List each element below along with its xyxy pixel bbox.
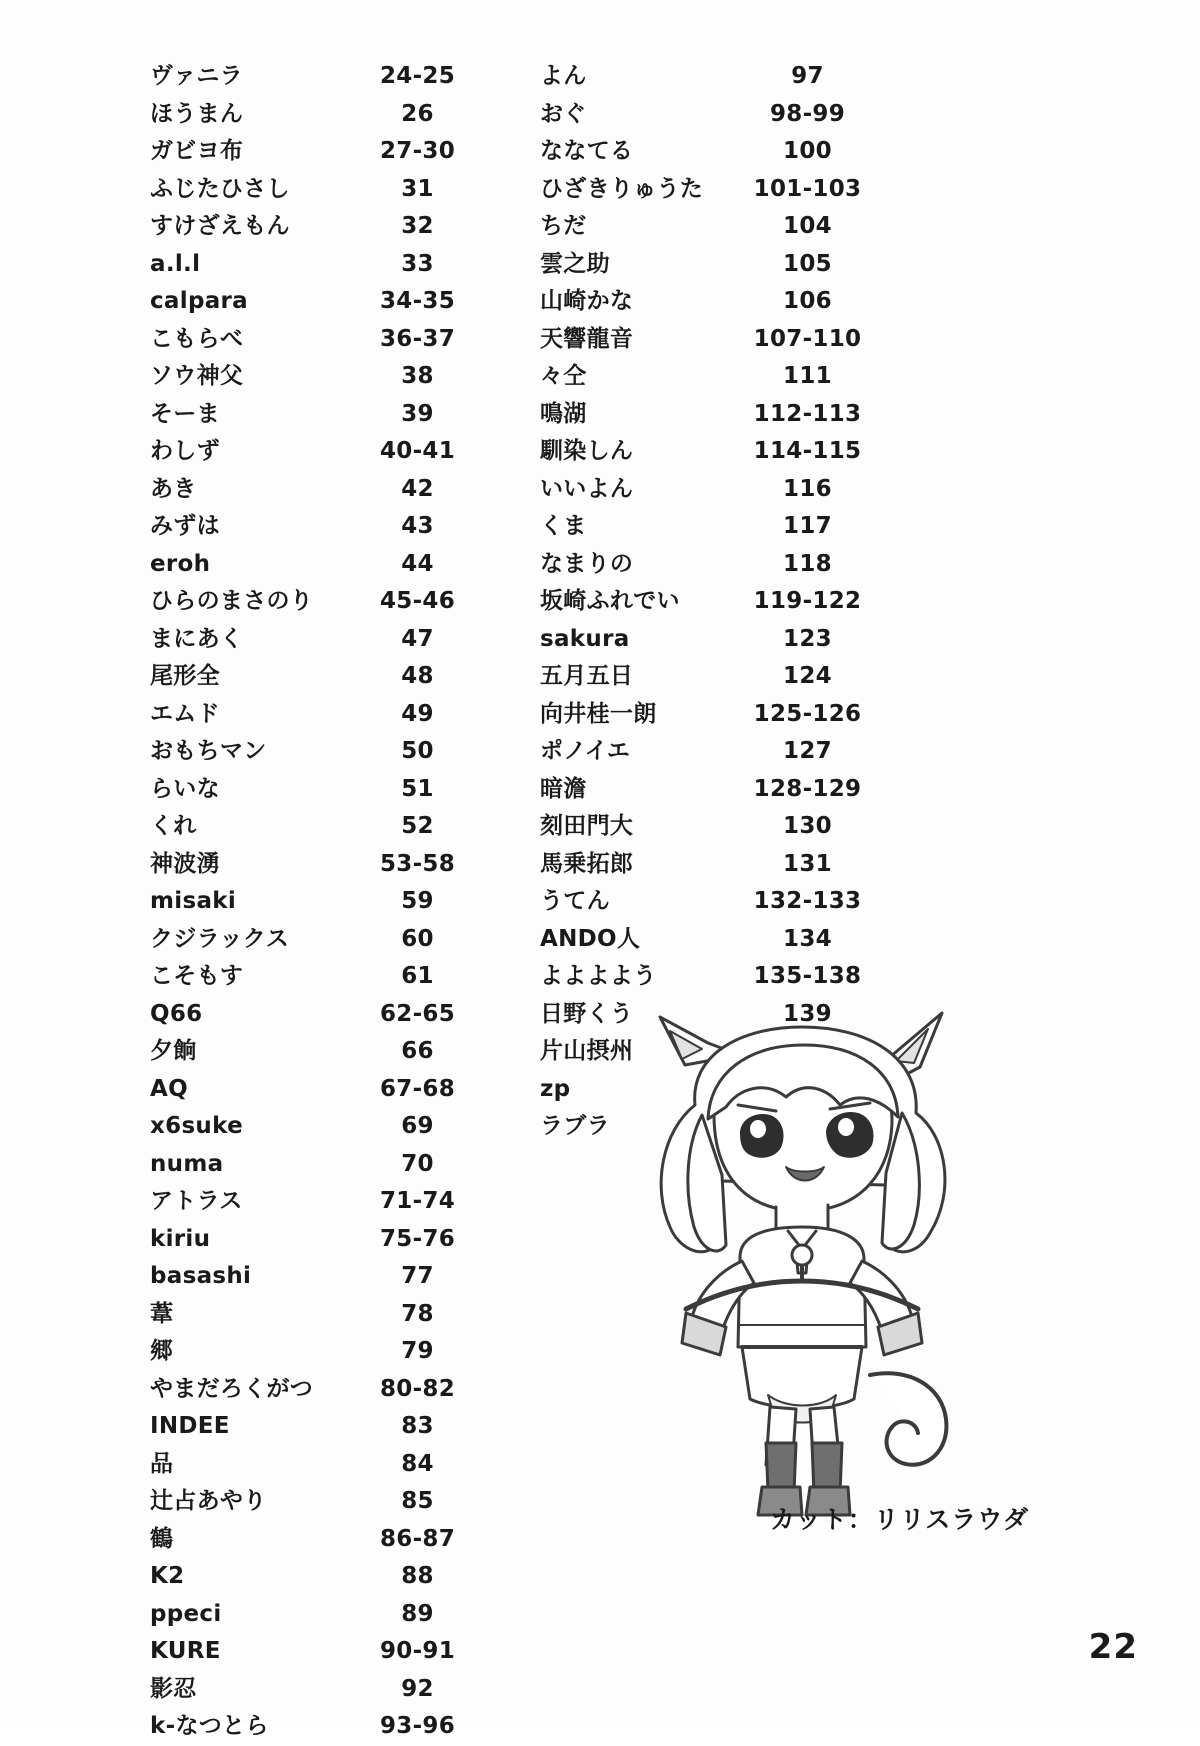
index-entry-name: misaki: [150, 888, 237, 914]
index-entry-name: 坂崎ふれでい: [540, 588, 680, 614]
index-entry: [540, 321, 870, 359]
index-entry-name: 夕餉: [150, 1038, 197, 1064]
index-entry: [150, 621, 480, 659]
index-entry-name: numa: [150, 1150, 224, 1177]
index-entry-name: みずは: [150, 513, 220, 539]
index-entry-pages: 90-91: [379, 1638, 456, 1664]
index-entry: [540, 246, 870, 284]
index-entry-name: AQ: [150, 1075, 188, 1102]
index-entry-name: ppeci: [150, 1600, 222, 1627]
index-entry: [540, 846, 870, 884]
index-entry: [150, 358, 480, 396]
index-entry-pages: 86-87: [379, 1525, 456, 1552]
index-entry: [150, 1558, 480, 1596]
index-entry: [150, 246, 480, 284]
index-entry-pages: 89: [401, 1600, 434, 1627]
index-entry-pages: 71-74: [379, 1188, 456, 1214]
index-entry-name: calpara: [150, 288, 248, 314]
index-entry: [540, 696, 870, 734]
index-entry-name: a.l.l: [150, 250, 201, 277]
index-entry: [540, 808, 870, 846]
index-entry-pages: 42: [401, 475, 434, 502]
index-entry-name: やまだろくがつ: [150, 1375, 314, 1402]
index-entry: [150, 1296, 480, 1334]
index-entry-pages: 107-110: [753, 325, 862, 352]
index-entry-pages: 49: [401, 700, 434, 727]
index-entry-pages: 84: [401, 1450, 434, 1477]
index-entry-pages: 123: [783, 625, 832, 652]
index-entry-pages: 60: [401, 925, 434, 952]
index-entry-name: 山崎かな: [540, 288, 634, 314]
index-entry: [150, 1483, 480, 1521]
index-entry-name: よよよよう: [540, 963, 657, 989]
index-entry-pages: 117: [783, 513, 832, 539]
index-entry-pages: 36-37: [379, 325, 456, 352]
index-entry: [150, 1708, 480, 1746]
index-entry: [150, 171, 480, 209]
index-entry-pages: 105: [783, 250, 832, 277]
index-entry: [150, 1183, 480, 1221]
index-entry-name: x6suke: [150, 1113, 243, 1139]
index-entry: [150, 1146, 480, 1184]
index-entry-pages: 116: [783, 475, 832, 502]
index-entry: [150, 321, 480, 359]
index-entry: [540, 958, 870, 996]
index-entry-name: よん: [540, 63, 587, 89]
index-entry-name: 神波湧: [150, 850, 220, 877]
index-entry-pages: 43: [401, 513, 434, 539]
index-entry: [150, 396, 480, 434]
index-entry-name: 鳴湖: [540, 400, 587, 427]
index-entry-name: ポノイエ: [540, 738, 631, 764]
index-entry-pages: 26: [401, 100, 434, 127]
index-entry-pages: 33: [401, 250, 434, 277]
index-entry: [150, 771, 480, 809]
index-entry-pages: 132-133: [753, 888, 862, 914]
index-entry-name: Q66: [150, 1000, 203, 1027]
index-entry-pages: 78: [401, 1300, 434, 1327]
index-entry-pages: 31: [401, 175, 434, 202]
index-entry-name: 々仝: [540, 363, 587, 389]
index-entry: [150, 58, 480, 96]
index-entry-pages: 106: [783, 288, 832, 314]
index-entry-name: らいな: [150, 775, 220, 802]
index-entry: [150, 1671, 480, 1709]
index-entry-name: おぐ: [540, 100, 587, 127]
index-entry-name: K2: [150, 1563, 185, 1589]
index-entry-name: 葦: [150, 1300, 174, 1327]
index-entry-name: こそもす: [150, 963, 244, 989]
index-entry-name: うてん: [540, 888, 610, 914]
index-entry: [150, 808, 480, 846]
index-entry: [150, 1221, 480, 1259]
index-entry: [150, 733, 480, 771]
index-entry-pages: 85: [401, 1488, 434, 1514]
index-entry-pages: 47: [401, 625, 434, 652]
index-entry-name: クジラックス: [150, 925, 290, 952]
index-entry-name: ソウ神父: [150, 363, 244, 389]
index-entry-name: いいよん: [540, 475, 634, 502]
index-entry-name: 片山摂州: [540, 1038, 634, 1064]
index-entry-name: 品: [150, 1450, 174, 1477]
index-entry: [150, 1258, 480, 1296]
index-entry-name: 影忍: [150, 1675, 197, 1702]
index-entry: [540, 621, 870, 659]
index-entry-pages: 39: [401, 400, 434, 427]
index-entry-pages: 34-35: [379, 288, 456, 314]
index-entry: [540, 471, 870, 509]
index-entry: [150, 1633, 480, 1671]
index-entry-name: アトラス: [150, 1188, 243, 1214]
index-entry-pages: 131: [783, 850, 832, 877]
index-entry-pages: 70: [401, 1150, 434, 1177]
index-entry-name: ななてる: [540, 138, 634, 164]
index-entry: [540, 171, 870, 209]
index-entry: [150, 1333, 480, 1371]
index-entry-name: 日野くう: [540, 1000, 634, 1027]
index-entry: [150, 433, 480, 471]
index-entry: [540, 96, 870, 134]
index-entry: [150, 508, 480, 546]
index-entry-pages: 83: [401, 1413, 434, 1439]
index-entry-pages: 100: [783, 138, 832, 164]
index-entry-name: あき: [150, 475, 197, 502]
index-entry-pages: 51: [401, 775, 434, 802]
index-entry: [150, 1446, 480, 1484]
index-entry-pages: 38: [401, 363, 434, 389]
index-entry-name: くれ: [150, 813, 197, 839]
index-entry-pages: 79: [401, 1338, 434, 1364]
index-entry-name: ラブラ: [540, 1113, 610, 1139]
index-entry-name: 天響龍音: [540, 325, 634, 352]
index-entry-pages: 114-115: [753, 438, 862, 464]
index-entry-pages: 27-30: [379, 138, 456, 164]
index-entry-pages: 127: [783, 738, 832, 764]
index-entry: [540, 658, 870, 696]
index-entry: [150, 696, 480, 734]
index-entry-pages: 45-46: [379, 588, 456, 614]
index-entry: [150, 471, 480, 509]
index-entry: [150, 921, 480, 959]
index-entry: [150, 658, 480, 696]
index-entry-name: ほうまん: [150, 100, 244, 127]
index-entry-name: INDEE: [150, 1413, 230, 1439]
index-entry-pages: 135-138: [753, 963, 862, 989]
index-entry-name: 馬乗拓郎: [540, 850, 634, 877]
index-entry-pages: 75-76: [379, 1225, 456, 1252]
index-entry-pages: 130: [783, 813, 832, 839]
index-entry-name: 雲之助: [540, 250, 610, 277]
index-entry-name: 辻占あやり: [150, 1488, 267, 1514]
index-entry-name: 五月五日: [540, 663, 634, 689]
index-entry-name: ガビヨ布: [150, 138, 244, 164]
index-entry: [540, 396, 870, 434]
index-entry-pages: 50: [401, 738, 434, 764]
index-entry: [150, 883, 480, 921]
index-entry-pages: 44: [401, 550, 434, 577]
index-entry-name: ANDO人: [540, 925, 641, 952]
index-entry: [150, 958, 480, 996]
index-entry-pages: 48: [401, 663, 434, 689]
index-entry-name: zp: [540, 1075, 571, 1102]
index-entry: [150, 96, 480, 134]
artwork-credit: カット：リリスラウダ: [770, 1505, 1030, 1534]
index-entry-pages: 93-96: [379, 1713, 456, 1739]
index-entry-name: 向井桂一朗: [540, 700, 657, 727]
index-entry-pages: 139: [783, 1000, 832, 1027]
index-entry: [150, 546, 480, 584]
index-entry-pages: 104: [783, 213, 832, 239]
index-entry-pages: 97: [791, 63, 824, 89]
index-entry-pages: 134: [783, 925, 832, 952]
index-column-left: [150, 58, 480, 1746]
index-entry-name: ふじたひさし: [150, 175, 290, 202]
index-entry: [540, 208, 870, 246]
index-entry-pages: 119-122: [753, 588, 862, 614]
index-entry-pages: 59: [401, 888, 434, 914]
index-entry-name: ひらのまさのり: [150, 588, 314, 614]
index-entry-pages: 128-129: [753, 775, 862, 802]
index-entry-pages: 66: [401, 1038, 434, 1064]
index-entry-pages: 62-65: [379, 1000, 456, 1027]
index-entry-name: 郷: [150, 1338, 174, 1364]
index-entry: [150, 1521, 480, 1559]
index-entry-name: ひざきりゅうた: [540, 175, 704, 202]
character-illustration: [590, 995, 1020, 1525]
index-entry-pages: 52: [401, 813, 434, 839]
index-entry: [540, 546, 870, 584]
index-entry-name: おもちマン: [150, 738, 267, 764]
index-entry-name: ちだ: [540, 213, 587, 239]
index-entry: [150, 846, 480, 884]
index-entry-pages: 67-68: [379, 1075, 456, 1102]
index-entry: [150, 1071, 480, 1109]
index-entry-pages: 69: [401, 1113, 434, 1139]
index-entry-pages: 61: [401, 963, 434, 989]
index-entry-name: 刻田門大: [540, 813, 634, 839]
index-entry: [150, 1033, 480, 1071]
index-entry-name: eroh: [150, 550, 211, 577]
index-entry: [540, 358, 870, 396]
index-entry-name: まにあく: [150, 625, 244, 652]
index-entry-pages: 101-103: [753, 175, 862, 202]
index-entry-pages: 98-99: [769, 100, 846, 127]
index-entry: [150, 996, 480, 1034]
index-entry: [540, 508, 870, 546]
index-entry: [150, 1371, 480, 1409]
index-entry: [540, 921, 870, 959]
index-entry-name: 尾形全: [150, 663, 220, 689]
index-entry-name: そーま: [150, 400, 220, 427]
index-entry-name: 馴染しん: [540, 438, 634, 464]
index-entry: [540, 883, 870, 921]
index-entry: [150, 1408, 480, 1446]
index-entry-name: エムド: [150, 700, 220, 727]
index-entry-name: ヴァニラ: [150, 63, 243, 89]
index-entry-pages: 32: [401, 213, 434, 239]
index-entry-pages: 111: [783, 363, 832, 389]
index-entry-name: なまりの: [540, 550, 634, 577]
index-entry-name: すけざえもん: [150, 213, 290, 239]
index-entry-pages: 118: [783, 550, 832, 577]
index-entry: [150, 1108, 480, 1146]
index-entry: [540, 433, 870, 471]
index-entry: [540, 733, 870, 771]
index-entry: [150, 283, 480, 321]
index-entry: [150, 583, 480, 621]
index-entry: [540, 771, 870, 809]
index-entry-pages: 24-25: [379, 63, 456, 89]
index-entry-pages: 40-41: [379, 438, 456, 464]
index-entry: [540, 58, 870, 96]
index-entry: [150, 1596, 480, 1634]
index-entry-name: くま: [540, 513, 587, 539]
index-entry-name: basashi: [150, 1263, 252, 1289]
index-entry-name: 暗澹: [540, 775, 587, 802]
index-entry-name: わしず: [150, 438, 220, 464]
index-entry-pages: 112-113: [753, 400, 862, 427]
index-entry-pages: 92: [401, 1675, 434, 1702]
page-number: 22: [1088, 1627, 1138, 1667]
index-entry-pages: 53-58: [379, 850, 456, 877]
index-entry-pages: 77: [401, 1263, 434, 1289]
index-entry-name: k-なつとら: [150, 1713, 269, 1739]
index-entry-pages: 124: [783, 663, 832, 689]
index-entry-pages: 125-126: [753, 700, 862, 727]
index-entry: [540, 133, 870, 171]
index-entry: [540, 283, 870, 321]
index-entry-name: こもらべ: [150, 325, 244, 352]
index-entry-name: kiriu: [150, 1225, 211, 1252]
index-entry-pages: 88: [401, 1563, 434, 1589]
index-entry: [150, 133, 480, 171]
index-entry-name: KURE: [150, 1638, 221, 1664]
index-entry-name: 鶴: [150, 1525, 174, 1552]
index-entry: [540, 583, 870, 621]
index-entry: [150, 208, 480, 246]
index-entry-pages: 80-82: [379, 1375, 456, 1402]
index-entry-name: sakura: [540, 625, 630, 652]
